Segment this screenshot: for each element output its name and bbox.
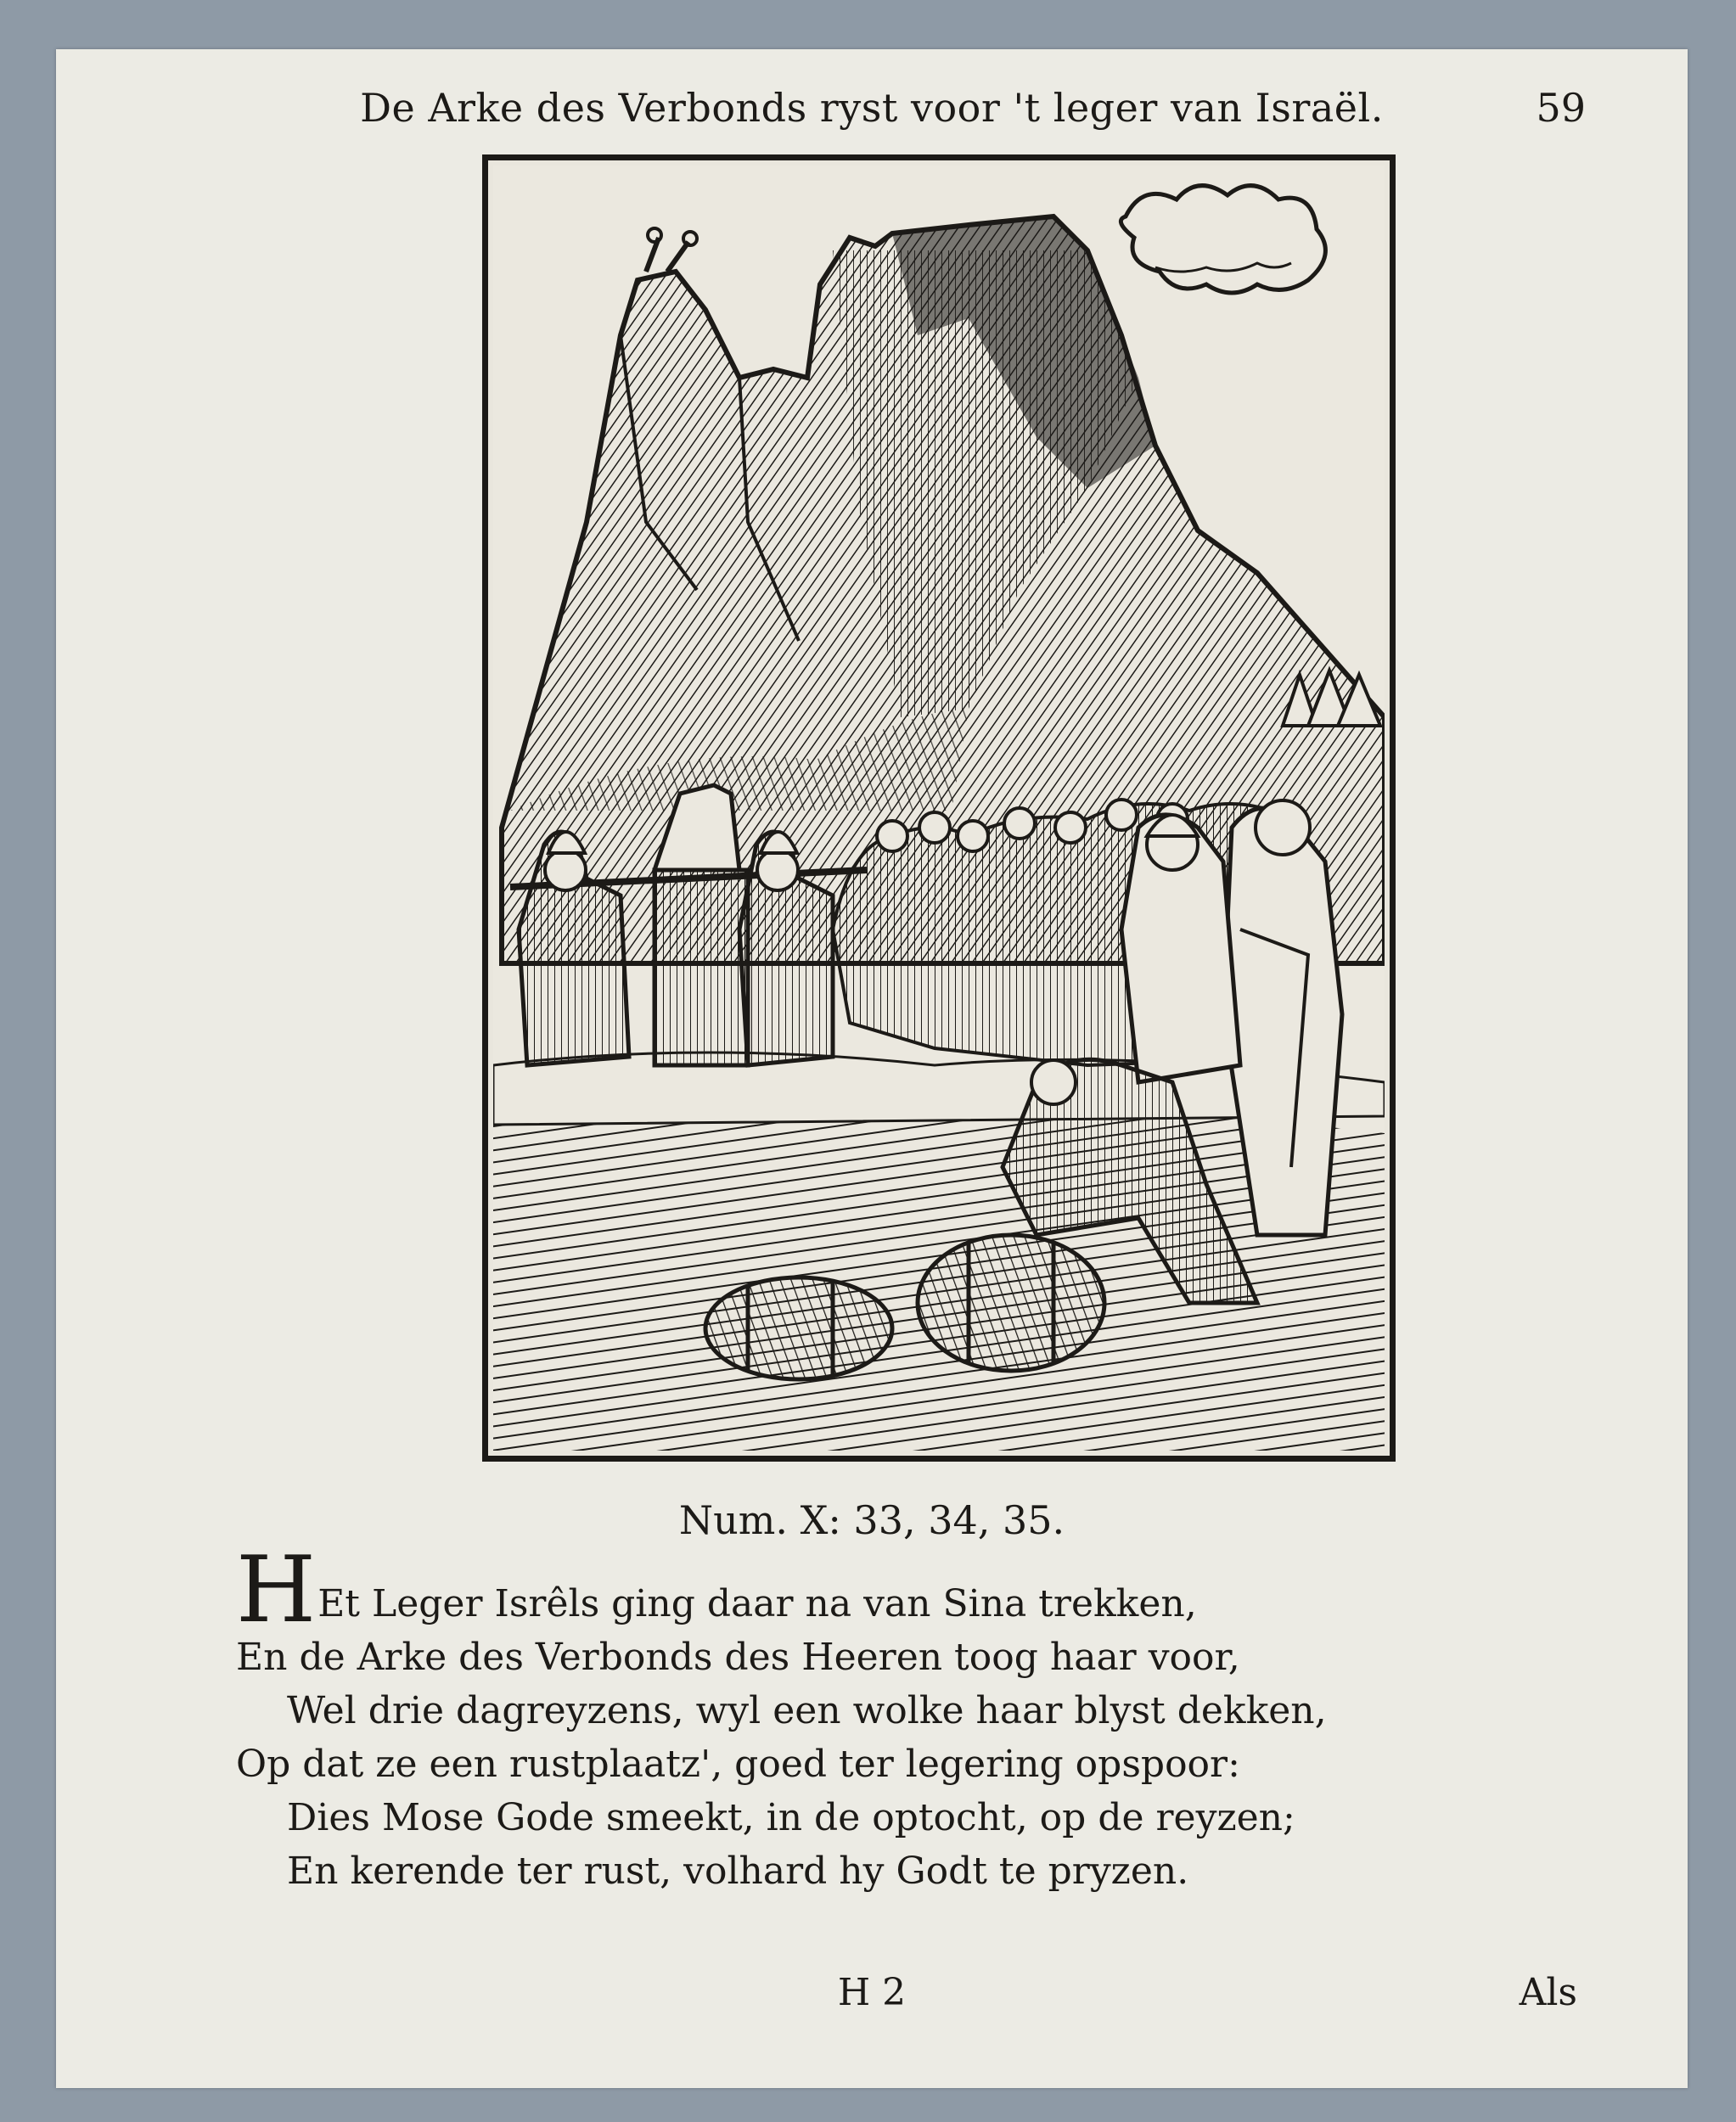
verse-line-6: En kerende ter rust, volhard hy Godt te pryzen. <box>287 1850 1189 1893</box>
verse-line-1: Et Leger Isrêls ging daar na van Sina trekken, <box>317 1582 1197 1625</box>
verse-line-2: En de Arke des Verbonds des Heeren toog haar voor, <box>236 1636 1240 1679</box>
page-number: 59 <box>1536 85 1586 131</box>
drop-cap: H <box>236 1537 317 1643</box>
woodcut-illustration <box>482 154 1396 1462</box>
book-page <box>56 49 1688 2088</box>
verse-line-5: Dies Mose Gode smeekt, in de optocht, op de reyzen; <box>287 1796 1295 1839</box>
signature-mark: H 2 <box>837 1971 907 2014</box>
verse-line-4: Op dat ze een rustplaatz', goed ter legering opspoor: <box>236 1743 1240 1786</box>
woodcut-scene-image <box>493 166 1385 1451</box>
verse-block <box>236 1537 1679 1898</box>
scripture-reference: Num. X: 33, 34, 35. <box>678 1497 1065 1543</box>
verse-line-3: Wel drie dagreyzens, wyl een wolke haar blyst dekken, <box>287 1689 1327 1732</box>
running-title: De Arke des Verbonds ryst voor 't leger van Israël. <box>360 85 1384 131</box>
catchword: Als <box>1519 1971 1577 2014</box>
page-content <box>56 49 1688 2088</box>
